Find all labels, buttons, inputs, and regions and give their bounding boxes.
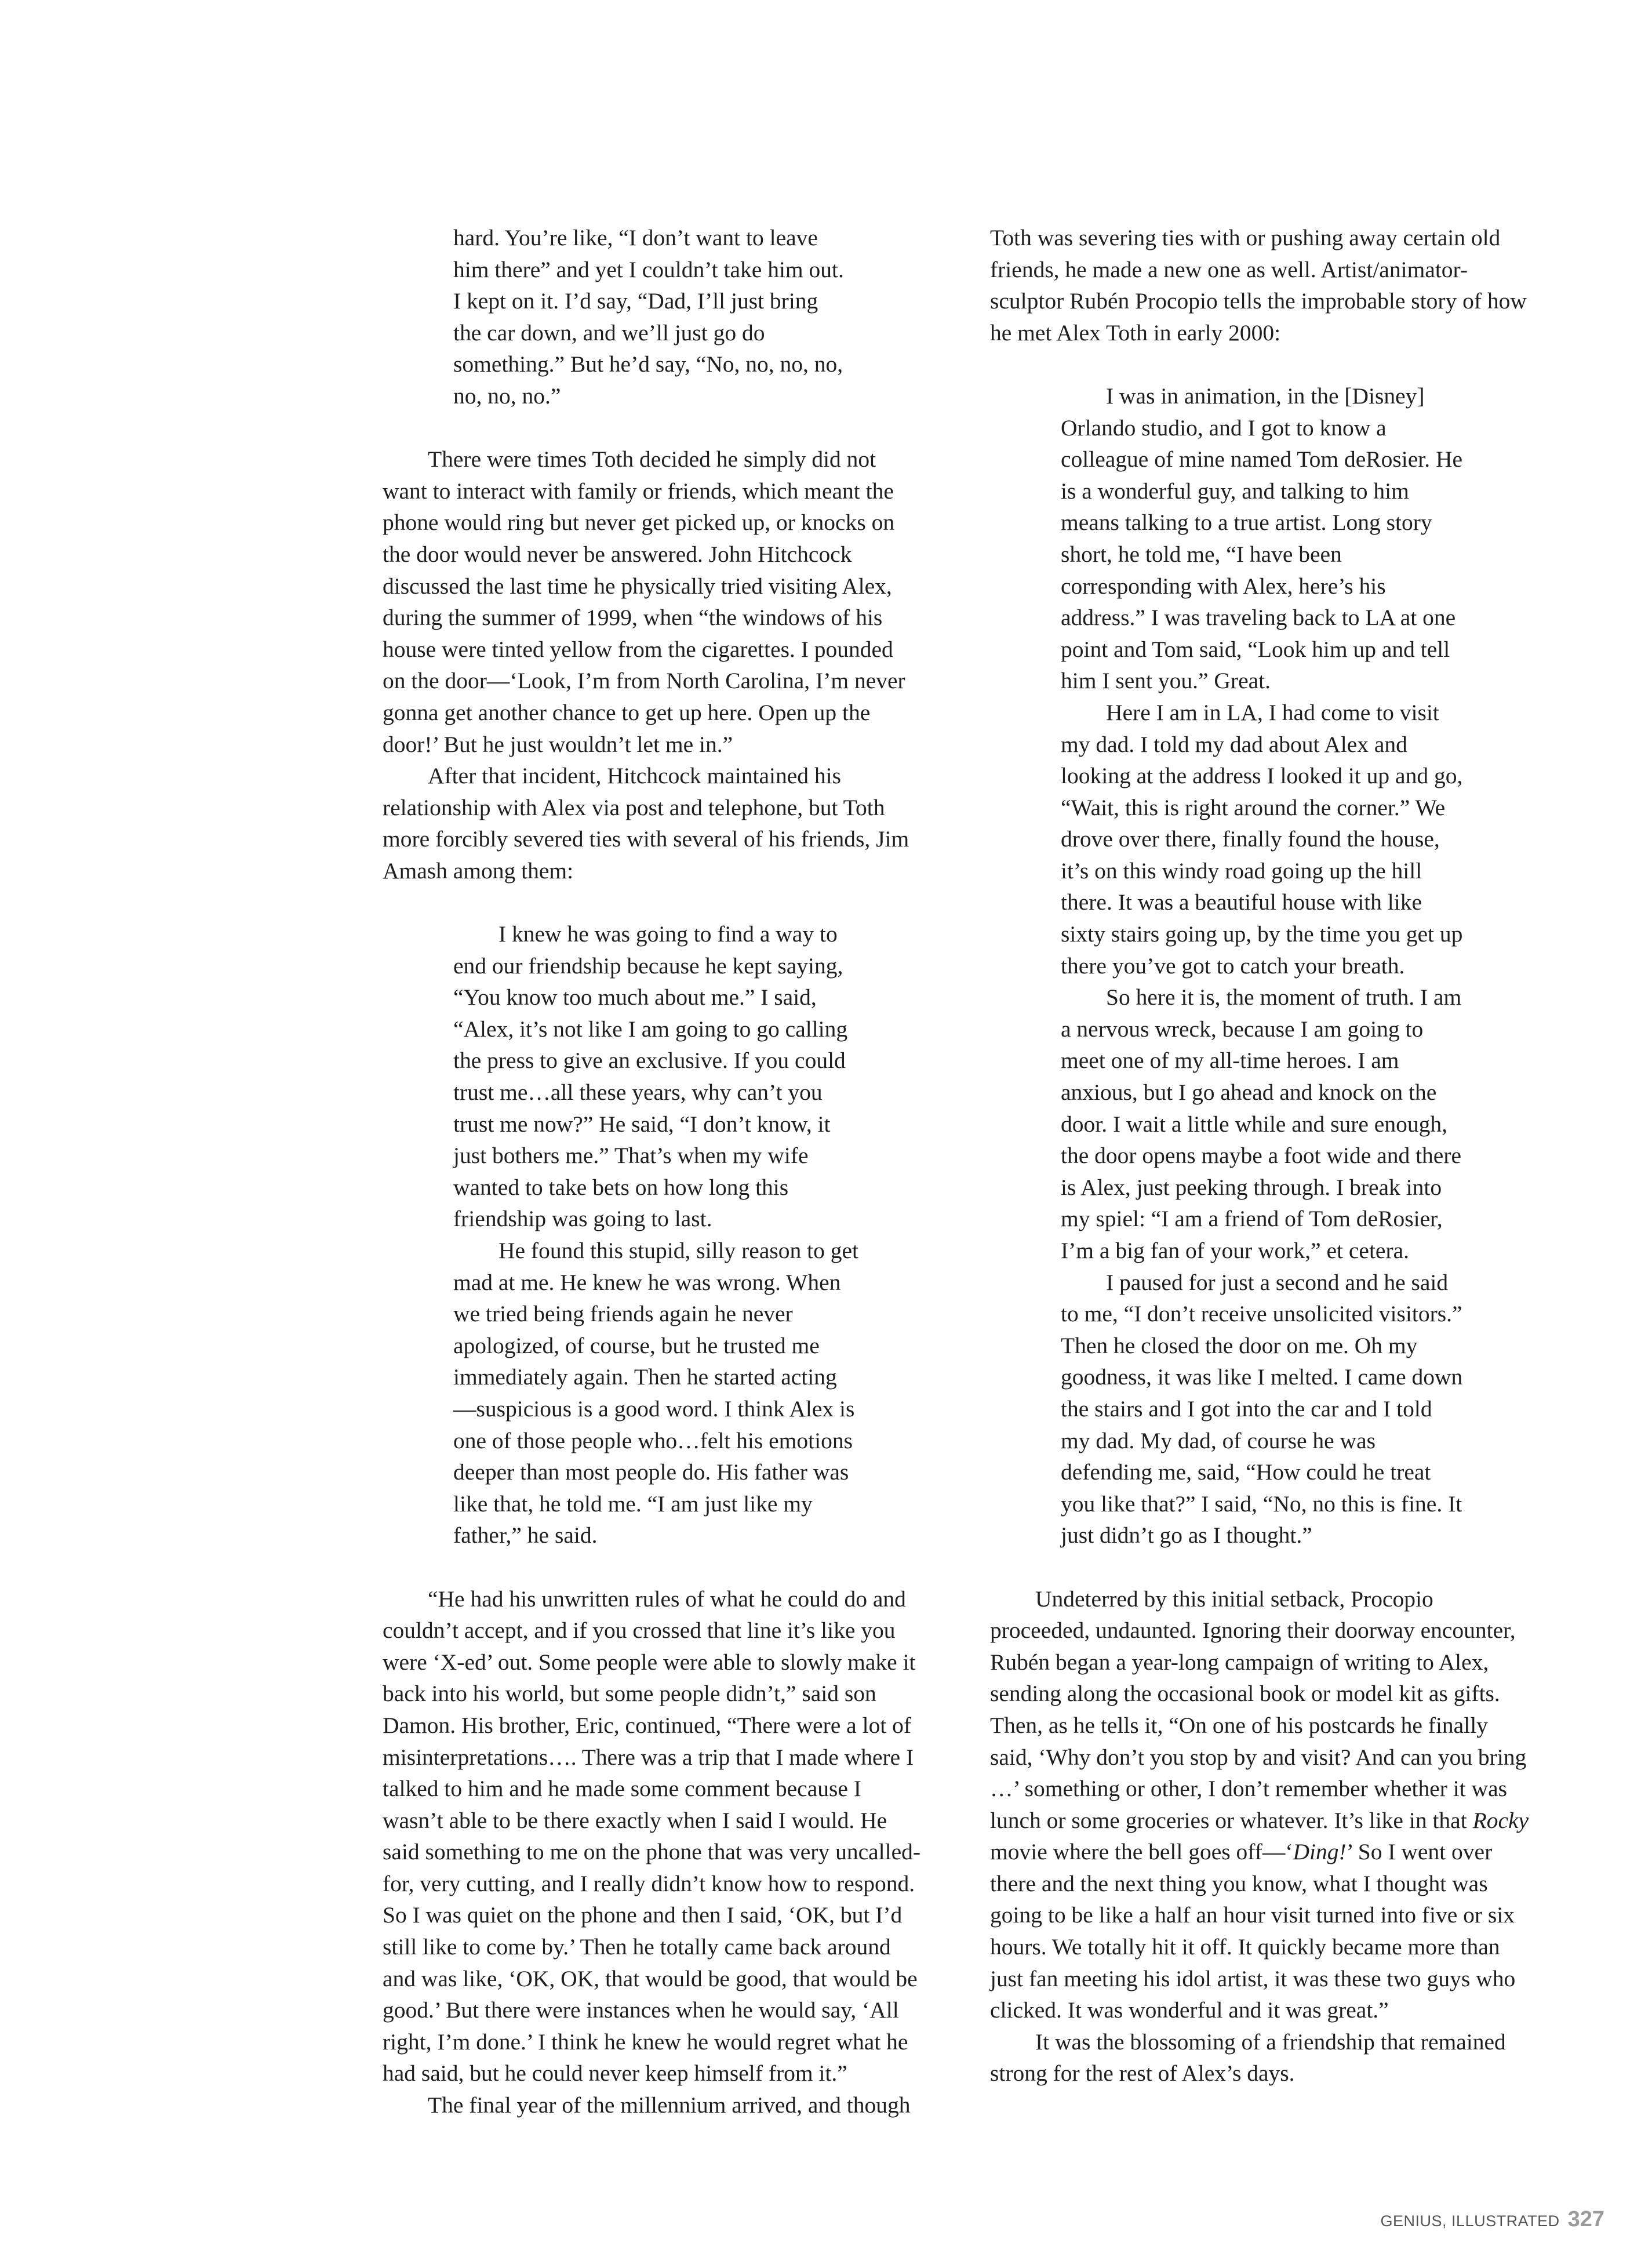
body-paragraph: The final year of the millennium arrived, and though [428,2092,911,2118]
quote-paragraph: I knew he was going to find a way to end our friendship because he kept saying, “You know too much about me.” I said, “Alex, it’s not like I am going to go calling the press to give an exclusive. If you could trust me…all these years, why can’t you trust me now?” He said, “I don’t know, it just bothers me.” That’s when my wife wanted to take bets on how long this friendship was going to last. [453,921,848,1232]
quote-paragraph: He found this stupid, silly reason to get mad at me. He knew he was wrong. When we tried being friends again he never apologized, of course, but he trusted me immediately again. Then he started acting—suspicious is a good word. I think Alex is one of those people who…felt his emotions deeper than most people do. His father was like that, he told me. “I am just like my father,” he said. [453,1238,858,1548]
quote-paragraph: I paused for just a second and he said to me, “I don’t receive unsolicited visitors.” Then he closed the door on me. Oh my goodness, it was like I melted. I came down the stairs and I got into the car and I told my dad. My dad, of course he was defending me, said, “How could he treat you like that?” I said, “No, no this is fine. It just didn’t go as I thought.” [1061,1269,1463,1548]
amash-blockquote [453,918,859,1551]
body-paragraph: It was the blossoming of a friendship that remained strong for the rest of Alex’s days. [990,2029,1506,2086]
body-paragraph: Toth was severing ties with or pushing away certain old friends, he made a new one as well. Artist/animator-sculptor Rubén Procopio tells the improbable story of how he met Alex Toth in early 2000: [990,225,1527,346]
procopio-blockquote [1061,380,1467,1551]
text-run: ’ So I went over there and the next thing you know, what I thought was going to be like a half an hour visit turned into five or six hours. We totally hit it off. It quickly became more than just fan meeting his idol artist, it was these two guys who clicked. It was wonderful and it was great.” [990,1839,1516,2023]
quote-paragraph: So here it is, the moment of truth. I am a nervous wreck, because I am going to meet one of my all-time heroes. I am anxious, but I go ahead and knock on the door. I wait a little while and sure enough, the door opens maybe a foot wide and there is Alex, just peeking through. I break into my spiel: “I am a friend of Tom deRosier, I’m a big fan of your work,” et cetera. [1061,984,1462,1263]
left-column [383,222,922,2121]
hitchcock-quote-end [453,222,847,412]
quote-paragraph: I was in animation, in the [Disney] Orlando studio, and I got to know a colleague of mine named Tom deRosier. He is a wonderful guy, and talking to him means talking to a true artist. Long story short, he told me, “I have been corresponding with Alex, here’s his address.” I was traveling back to LA at one point and Tom said, “Look him up and tell him I sent you.” Great. [1061,383,1463,694]
quote-paragraph: hard. You’re like, “I don’t want to leave him there” and yet I couldn’t take him out. I kept on it. I’d say, “Dad, I’ll just bring the car down, and we’ll just go do something.” But he’d say, “No, no, no, no, no, no, no.” [453,225,844,409]
quote-paragraph: Here I am in LA, I had come to visit my dad. I told my dad about Alex and looking at the address I looked it up and go, “Wait, this is right around the corner.” We drove over there, finally found the house, it’s on this windy road going up the hill there. It was a beautiful house with like sixty stairs going up, by the time you get up there you’ve got to catch your breath. [1061,699,1463,979]
body-paragraph: There were times Toth decided he simply did not want to interact with family or friends, which meant the phone would ring but never get picked up, or knocks on the door would never be answered. John Hitchcock discussed the last time he physically tried visiting Alex, during the summer of 1999, when “the windows of his house were tinted yellow from the cigarettes. I pounded on the door—‘Look, I’m from North Carolina, I’m never gonna get another chance to get up here. Open up the door!’ But he just wouldn’t let me in.” [383,446,905,757]
right-column [990,222,1529,2089]
page-number: 327 [1567,2207,1604,2231]
body-paragraph: After that incident, Hitchcock maintained his relationship with Alex via post and telephone, but Toth more forcibly severed ties with several of his friends, Jim Amash among them: [383,763,909,884]
page-footer [1381,2207,1604,2232]
text-run: Undeterred by this initial setback, Procopio proceeded, undaunted. Ignoring their doorway encounter, Rubén began a year-long campaign of writing to Alex, sending along the occasional book or model kit as gifts. Then, as he tells it, “On one of his postcards he finally said, ‘Why don’t you stop by and visit? And can you bring …’ something or other, I don’t remember whether it was lunch or some groceries or whatever. It’s like in that [990,1586,1527,1833]
italic-exclamation: Ding! [1293,1839,1347,1865]
body-paragraph: “He had his unwritten rules of what he could do and couldn’t accept, and if you crossed that line it’s like you were ‘X-ed’ out. Some people were able to slowly make it back into his world, but some people didn’t,” said son Damon. His brother, Eric, continued, “There were a lot of misinterpretations…. There was a trip that I made where I talked to him and he made some comment because I wasn’t able to be there exactly when I said I would. He said something to me on the phone that was very uncalled-for, very cutting, and I really didn’t know how to respond. So I was quiet on the phone and then I said, ‘OK, but I’d still like to come by.’ Then he totally came back around and was like, ‘OK, OK, that would be good, that would be good.’ But there were instances when he would say, ‘All right, I’m done.’ I think he knew he would regret what he had said, but he could never keep himself from it.” [383,1586,921,2086]
running-footer-title: GENIUS, ILLUSTRATED [1380,2212,1560,2230]
italic-title: Rocky [1472,1807,1529,1833]
body-paragraph [990,1583,1529,2026]
text-run: movie where the bell goes off—‘ [990,1839,1293,1865]
